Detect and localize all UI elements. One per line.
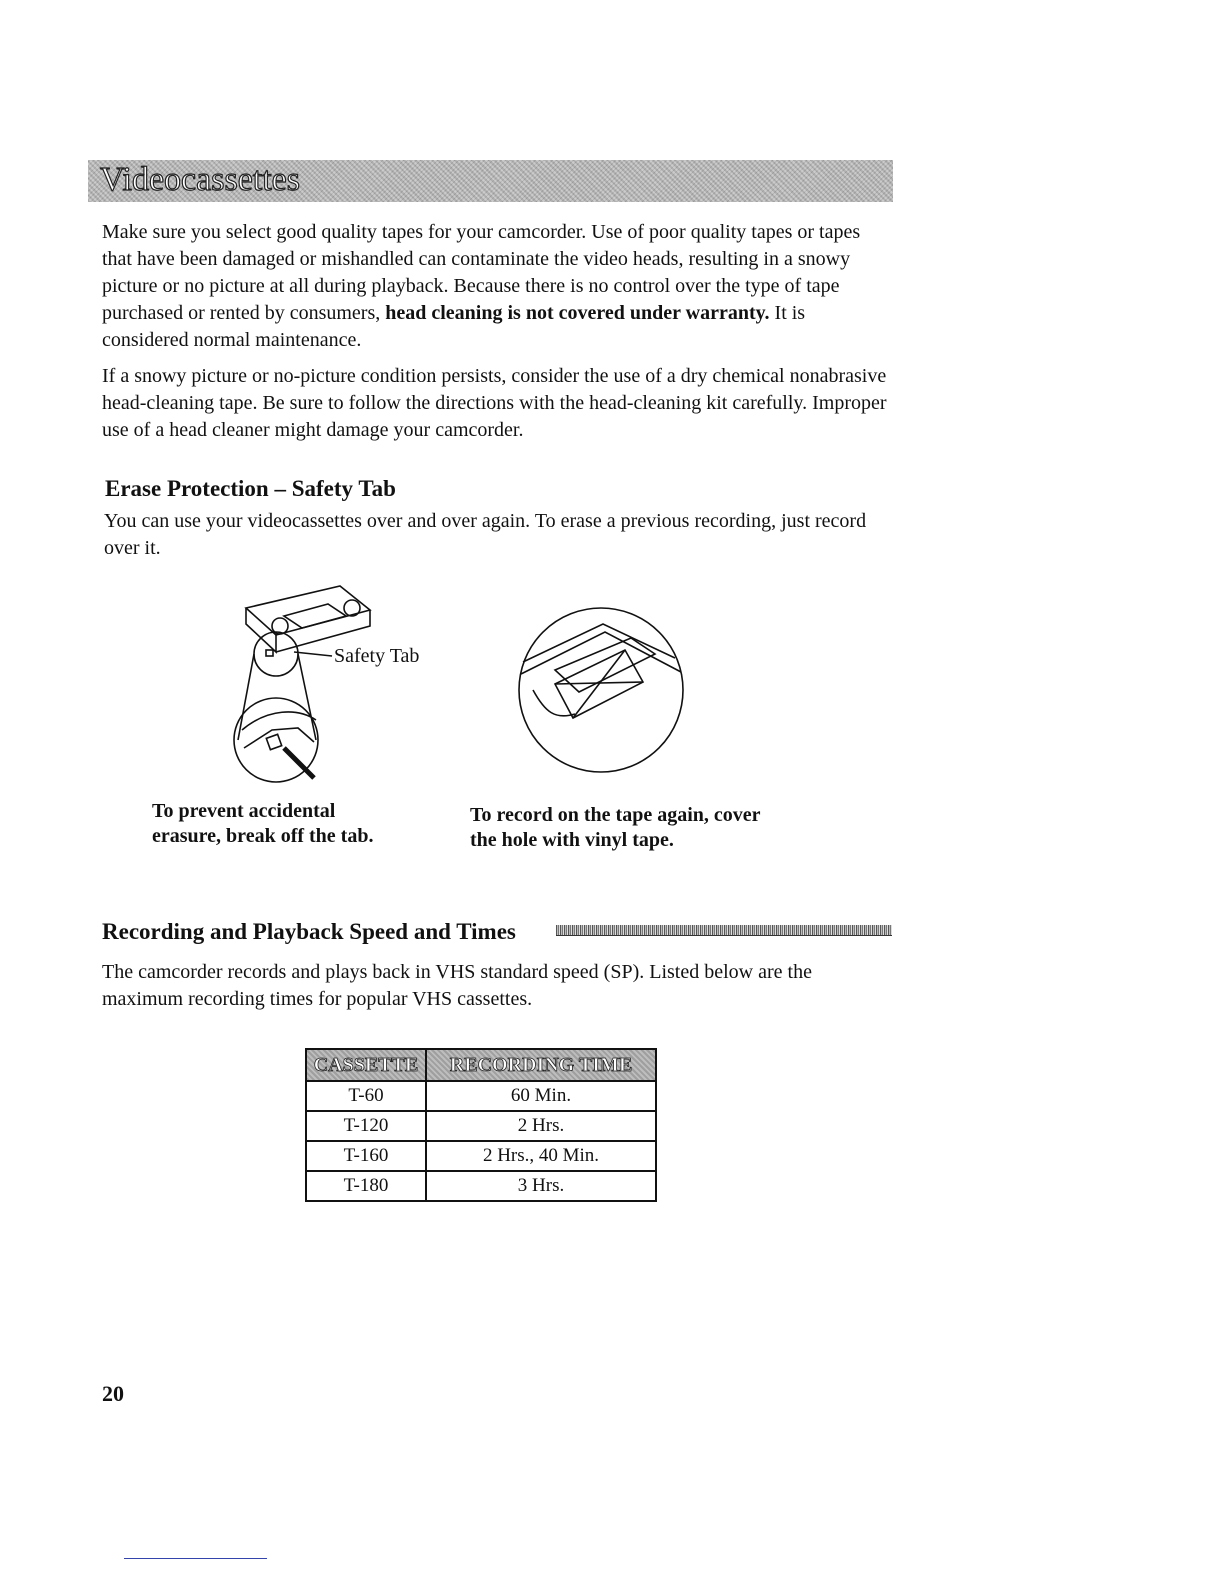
page-number: 20 <box>102 1381 124 1406</box>
recording-time-cell: 3 Hrs. <box>426 1171 656 1201</box>
recording-time-cell: 2 Hrs., 40 Min. <box>426 1141 656 1171</box>
intro-paragraph-1 <box>102 219 892 354</box>
recording-time-cell: 60 Min. <box>426 1081 656 1111</box>
caption-cover-hole <box>470 803 761 853</box>
caption-break-tab <box>152 799 373 849</box>
erase-protection-text: You can use your videocassettes over and over again. To erase a previous recording, just record over it. <box>104 510 867 559</box>
recording-speed-heading: Recording and Playback Speed and Times <box>102 919 516 944</box>
intro-text-end: It is considered normal maintenance. <box>102 302 806 351</box>
table-row <box>306 1141 656 1171</box>
safety-tab-label: Safety Tab <box>334 645 420 667</box>
recording-times-table <box>305 1048 657 1202</box>
cassette-safety-tab-diagram <box>228 580 428 795</box>
intro-paragraph-2: If a snowy picture or no-picture condition persists, consider the use of a dry chemical nonabrasive head-cleaning tape. Be sure to follow the directions with the head-cleaning kit carefully. Improper use of a head cleaner might damage your camcorder. <box>102 365 887 441</box>
caption-break-tab-line-2: erasure, break off the tab. <box>152 825 374 847</box>
table-row <box>306 1081 656 1111</box>
warranty-notice: head cleaning is not covered under warranty. <box>385 302 770 324</box>
footer-line <box>124 1558 267 1559</box>
table-row <box>306 1171 656 1201</box>
heading-rule <box>556 925 892 936</box>
cassette-cell: T-120 <box>306 1111 426 1141</box>
cassette-cell: T-160 <box>306 1141 426 1171</box>
column-header-recording-time: RECORDING TIME <box>426 1049 656 1081</box>
cassette-cell: T-180 <box>306 1171 426 1201</box>
recording-time-cell: 2 Hrs. <box>426 1111 656 1141</box>
tape-cover-diagram <box>515 602 687 777</box>
section-title: Videocassettes <box>100 161 300 198</box>
table-header-row <box>306 1049 656 1081</box>
caption-cover-hole-line-1: To record on the tape again, cover <box>470 804 761 826</box>
erase-protection-heading: Erase Protection – Safety Tab <box>105 476 396 501</box>
caption-break-tab-line-1: To prevent accidental <box>152 800 336 822</box>
intro-text-start: Make sure you select good quality tapes for your camcorder. Use of poor quality tapes or tapes that have been damaged or mishandled can contaminate the video heads, resulting in a snowy picture or no picture at all during playback. Because there is no control over the type of tape purchased or rented by consumers, <box>102 221 861 324</box>
table-row <box>306 1111 656 1141</box>
recording-speed-text: The camcorder records and plays back in VHS standard speed (SP). Listed below are the maximum recording times for popular VHS cassettes. <box>102 961 812 1010</box>
column-header-cassette: CASSETTE <box>306 1049 426 1081</box>
caption-cover-hole-line-2: the hole with vinyl tape. <box>470 829 674 851</box>
cassette-cell: T-60 <box>306 1081 426 1111</box>
